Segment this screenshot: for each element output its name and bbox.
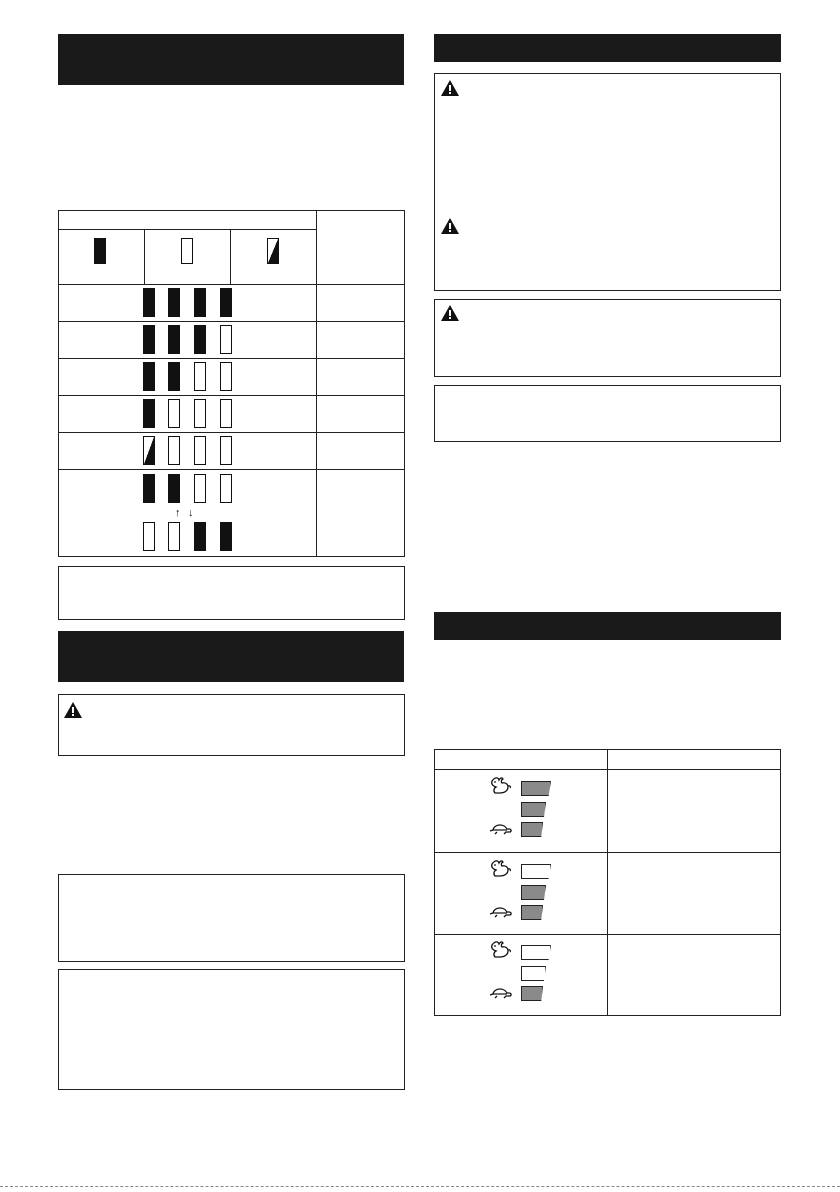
battery-lamp-lit: [168, 474, 180, 503]
turtle-icon: [489, 904, 513, 923]
battery-lamp-off: [168, 436, 180, 465]
section-heading-bar-3: [434, 34, 781, 62]
battery-lamp-lit: [220, 522, 232, 551]
section-heading-bar-2: [58, 631, 404, 682]
battery-lamp-off: [220, 436, 232, 465]
warning-box: [434, 73, 781, 291]
battery-lamp-off: [194, 474, 206, 503]
up-arrow-icon: ↑: [175, 507, 181, 519]
turtle-icon: [489, 985, 513, 1004]
battery-lamp-lit: [143, 362, 155, 391]
caution-box-2: [434, 299, 781, 377]
note-box-2: [58, 874, 405, 962]
rabbit-icon: [489, 775, 513, 802]
battery-lamp-off: [194, 399, 206, 428]
warning-triangle-icon: [441, 218, 459, 234]
battery-lamp-off: [143, 522, 155, 551]
battery-lamp-off: [194, 436, 206, 465]
warning-triangle-icon: [441, 80, 459, 96]
warning-triangle-icon: [441, 305, 459, 321]
battery-lamp-lit: [143, 325, 155, 354]
rabbit-icon: [489, 858, 513, 885]
speed-level-indicator: [521, 802, 546, 817]
battery-lamp-off: [220, 362, 232, 391]
battery-lamp-lit: [220, 288, 232, 317]
battery-lamp-lit: [168, 325, 180, 354]
battery-lamp-off: [194, 362, 206, 391]
battery-lamp-lit: [143, 474, 155, 503]
note-box-1: [58, 566, 405, 620]
battery-lamp-lit: [143, 288, 155, 317]
rabbit-icon: [489, 939, 513, 966]
battery-lamp-off: [220, 474, 232, 503]
caution-box-1: [58, 694, 405, 756]
speed-level-indicator: [521, 864, 551, 879]
battery-lamp-lit: [194, 325, 206, 354]
battery-lamp-blinking: [143, 436, 155, 465]
note-box-3: [58, 969, 405, 1090]
battery-lamp-off: [168, 522, 180, 551]
section-heading-bar-4: [434, 612, 781, 640]
speed-level-indicator: [521, 905, 543, 920]
speed-level-indicator: [521, 986, 543, 1001]
battery-lamp-lit: [143, 399, 155, 428]
speed-level-indicator: [521, 945, 551, 960]
battery-lamp-off: [168, 399, 180, 428]
note-box-4: [434, 385, 781, 442]
legend-lamp-off: [181, 238, 193, 264]
section-heading-bar-1: [58, 34, 404, 85]
legend-lamp-lit: [94, 238, 106, 264]
speed-level-indicator: [521, 822, 543, 837]
page-edge-rule: [0, 1186, 840, 1187]
battery-lamp-lit: [194, 522, 206, 551]
battery-lamp-lit: [168, 362, 180, 391]
down-arrow-icon: ↓: [188, 507, 194, 519]
battery-lamp-off: [220, 325, 232, 354]
speed-level-indicator: [521, 885, 546, 900]
turtle-icon: [489, 821, 513, 840]
battery-lamp-off: [220, 399, 232, 428]
speed-level-indicator: [521, 781, 551, 796]
speed-level-indicator: [521, 966, 546, 981]
battery-lamp-lit: [168, 288, 180, 317]
battery-lamp-lit: [194, 288, 206, 317]
warning-triangle-icon: [64, 702, 82, 718]
legend-lamp-blinking: [267, 238, 279, 264]
